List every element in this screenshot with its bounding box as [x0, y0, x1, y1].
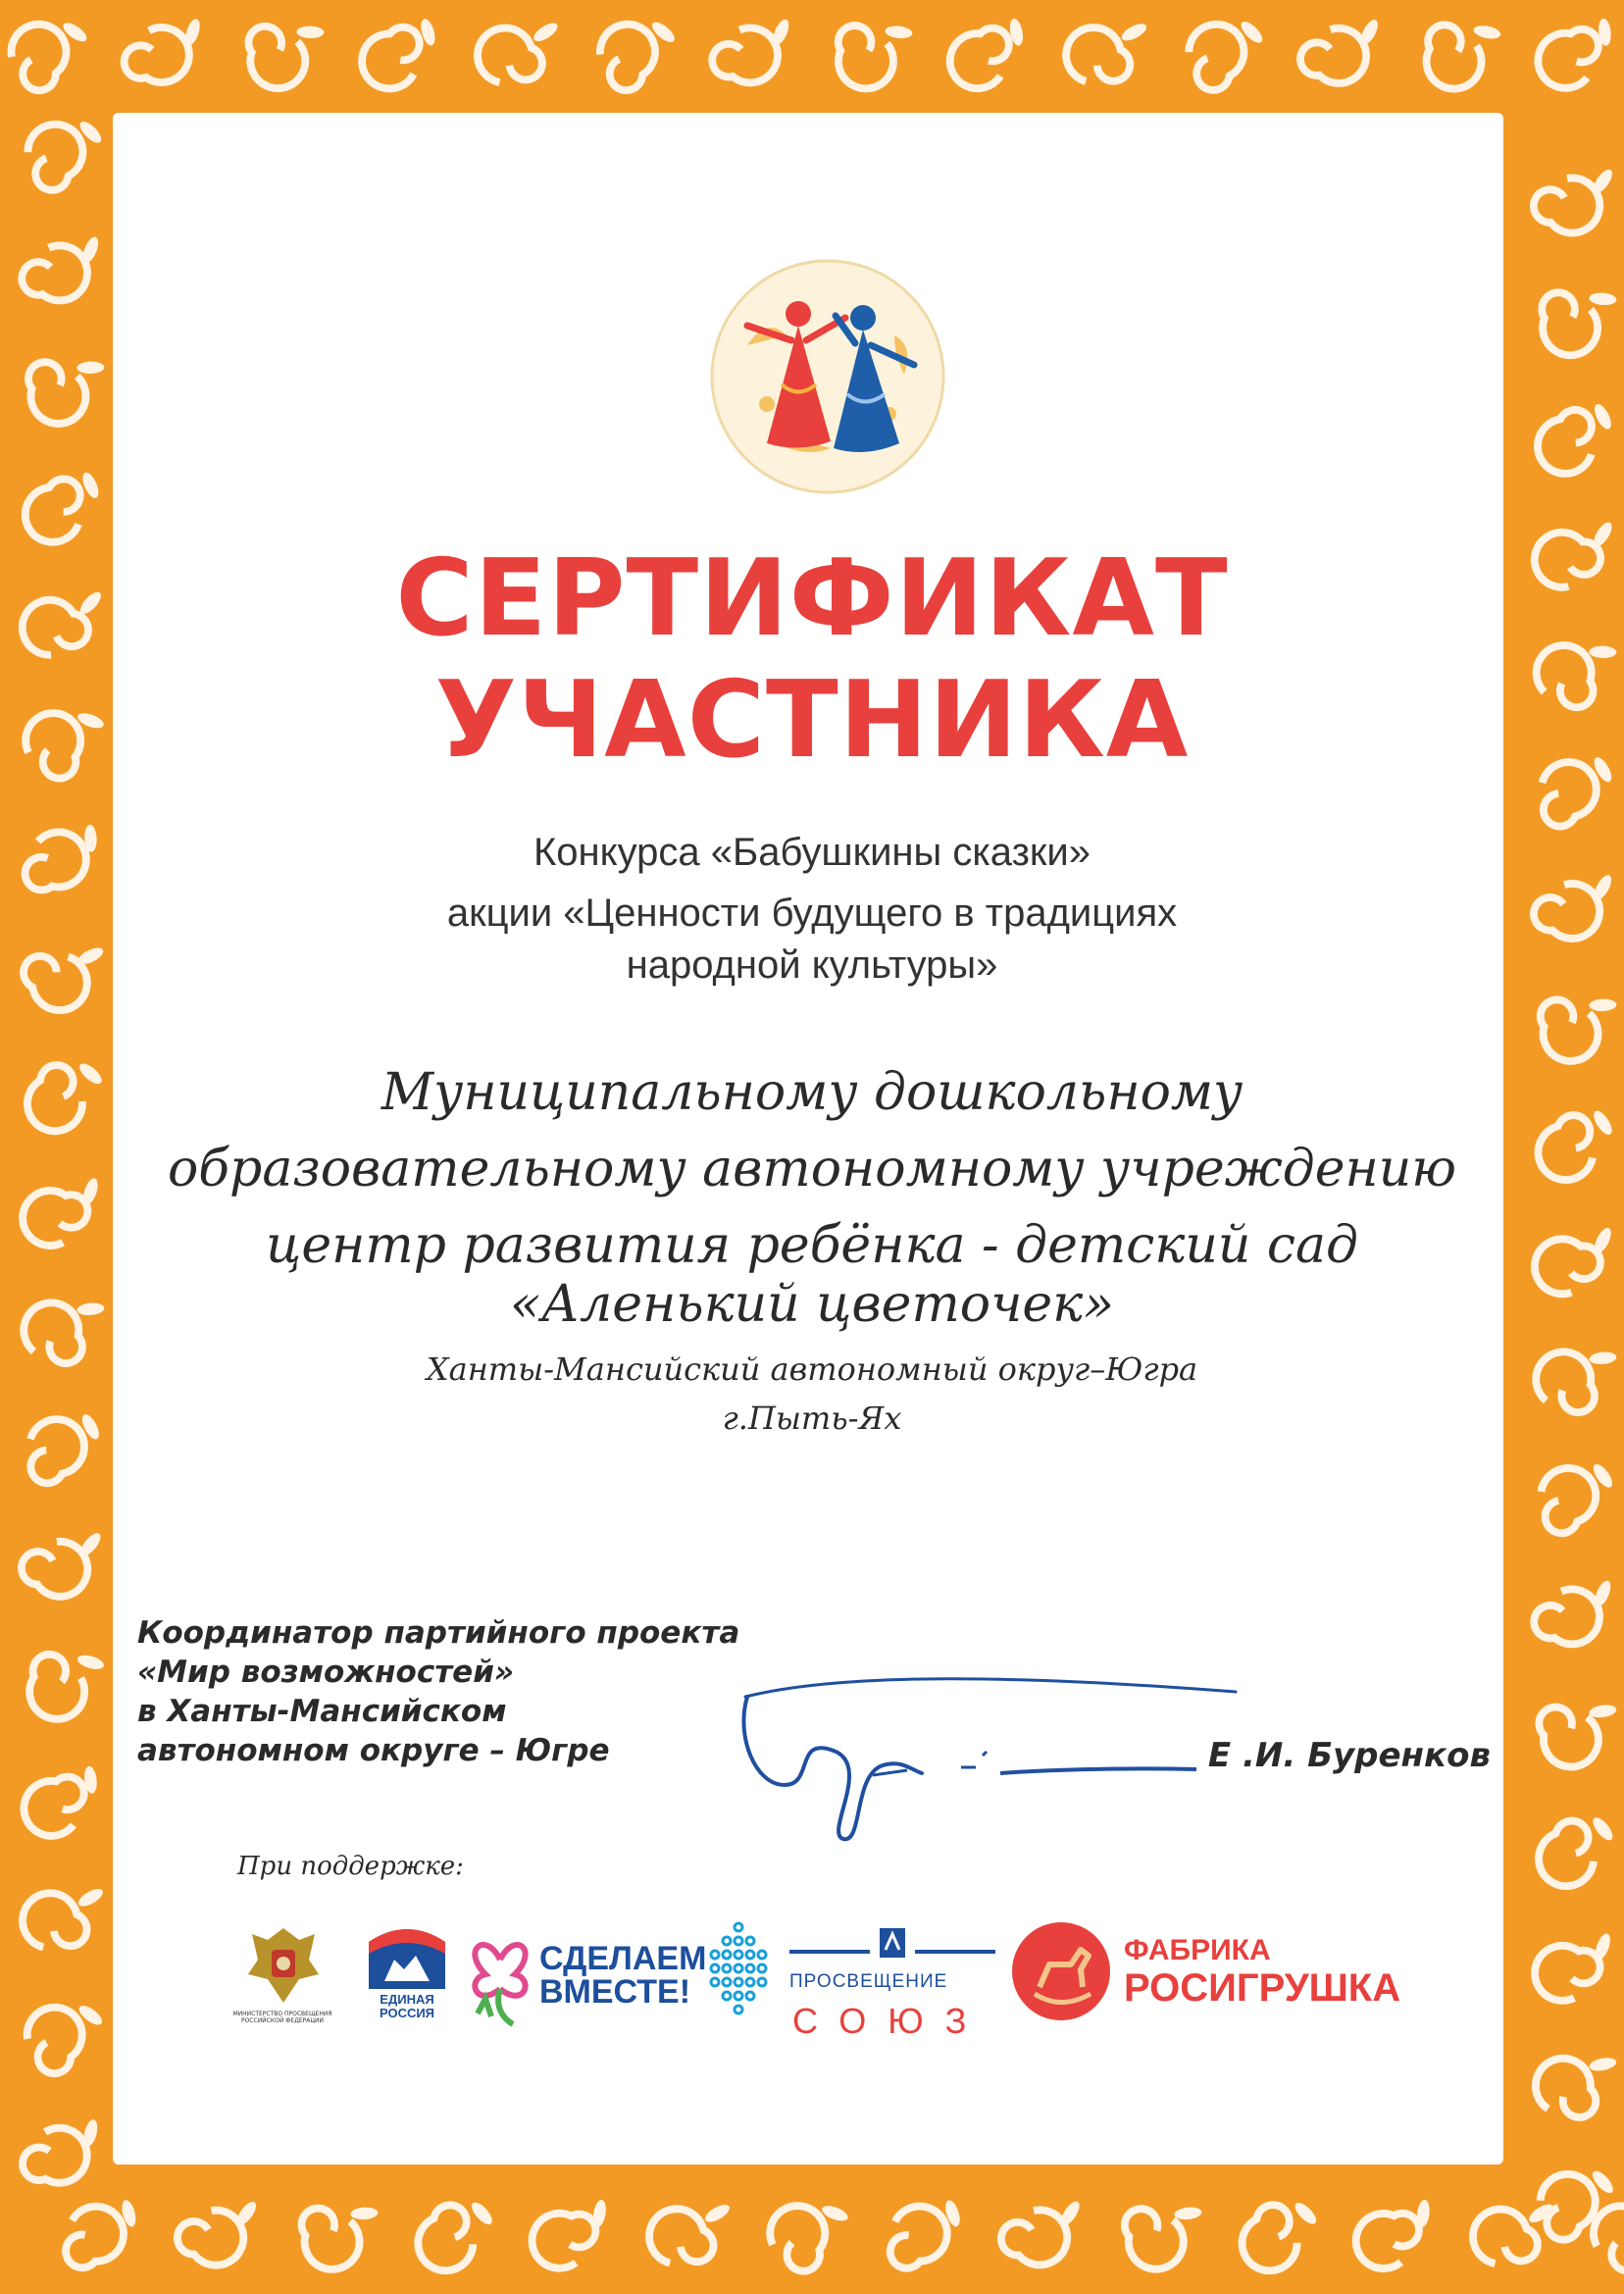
- title-line-2: УЧАСТНИКА: [434, 659, 1190, 782]
- coordinator-line-1: Координатор партийного проекта: [137, 1615, 740, 1651]
- coordinator-line-2: «Мир возможностей»: [137, 1655, 515, 1690]
- recipient-line-4: «Аленький цветочек»: [509, 1275, 1115, 1334]
- sdelaem-vmeste-label: [539, 1942, 706, 2009]
- sdelaem-line-1: СДЕЛАЕМ: [539, 1940, 707, 1977]
- recipient-line-3: центр развития ребёнка - детский сад: [266, 1216, 1358, 1275]
- coordinator-line-4: автономном округе – Югре: [137, 1733, 610, 1768]
- rocking-horse-icon: [1010, 1920, 1112, 2022]
- recipient-line-1: Муниципальному дошкольному: [381, 1063, 1243, 1122]
- edinaya-rossiya-icon: [365, 1922, 449, 1991]
- dot-pattern-icon: [704, 1917, 773, 2025]
- rosigrushka-label: РОСИГРУШКА: [1124, 1966, 1401, 2010]
- location-region: Ханты-Мансийский автономный округ–Югра: [426, 1351, 1198, 1388]
- signer-name: Е .И. Буренков: [1207, 1736, 1491, 1775]
- ministry-caption: МИНИСТЕРСТВО ПРОСВЕЩЕНИЯ РОССИЙСКОЙ ФЕДЕРАЦИИ: [232, 2011, 332, 2024]
- er-line-2: РОССИЯ: [379, 2006, 435, 2020]
- title-line-1: СЕРТИФИКАТ: [395, 537, 1229, 660]
- fabrika-label: ФАБРИКА: [1124, 1934, 1271, 1966]
- support-label: При поддержке:: [237, 1852, 464, 1881]
- contest-line-1: Конкурса «Бабушкины сказки»: [533, 831, 1091, 874]
- sdelaem-line-2: ВМЕСТЕ!: [539, 1973, 691, 2011]
- heart-flower-icon: [466, 1920, 534, 2028]
- handwritten-signature: [726, 1657, 1255, 1854]
- prosveshchenie-label: ПРОСВЕЩЕНИЕ: [789, 1971, 948, 1992]
- contest-line-2: акции «Ценности будущего в традициях: [446, 892, 1178, 935]
- soyuz-label: СОЮЗ: [792, 2001, 989, 2041]
- folk-dancers-logo: [708, 257, 947, 496]
- edinaya-rossiya-label: [359, 1993, 455, 2020]
- coordinator-block: [137, 1613, 739, 1770]
- coordinator-line-3: в Ханты-Мансийском: [137, 1694, 507, 1729]
- er-line-1: ЕДИНАЯ: [380, 1992, 434, 2007]
- location-city: г.Пыть-Ях: [722, 1400, 902, 1437]
- contest-line-3: народной культуры»: [626, 943, 998, 987]
- ministry-emblem-icon: [240, 1920, 327, 2009]
- recipient-line-2: образовательному автономному учреждению: [168, 1140, 1456, 1198]
- prosveshchenie-icon: [789, 1920, 995, 1969]
